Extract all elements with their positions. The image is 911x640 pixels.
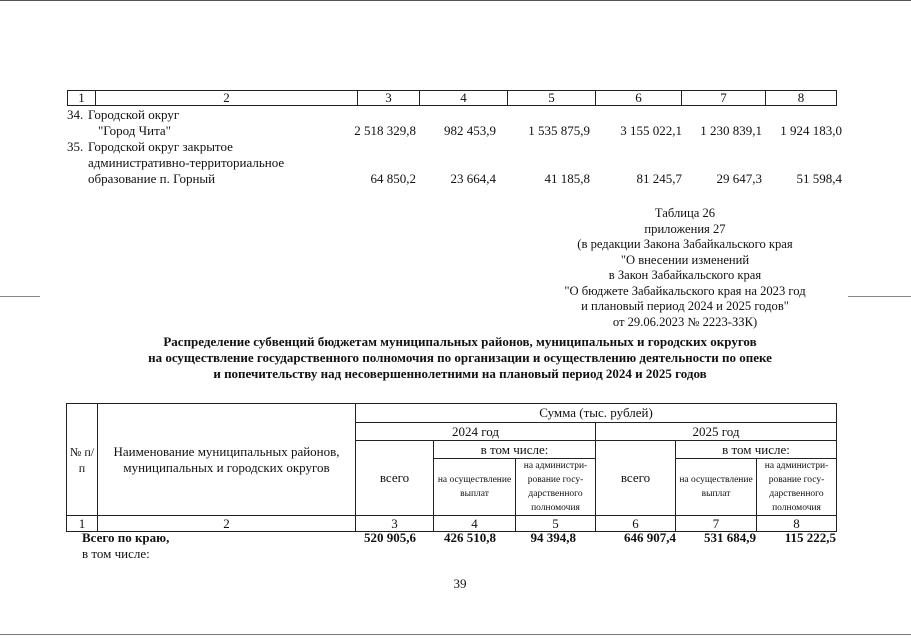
continuation-header-table — [67, 90, 837, 106]
col-num-6: 6 — [596, 516, 676, 532]
bottom-edge-line — [0, 634, 911, 635]
table-row-values — [67, 171, 842, 187]
value-cell: 1 535 875,9 — [528, 123, 590, 138]
title-line: Распределение субвенций бюджетам муниципальных районов, муниципальных и городских округов — [163, 334, 757, 349]
col-num-1: 1 — [68, 91, 96, 106]
table-row — [67, 155, 842, 171]
col-num-3: 3 — [358, 91, 420, 106]
caption-line: и плановый период 2024 и 2025 годов" — [581, 299, 789, 313]
col-num-5: 5 — [508, 91, 596, 106]
page-number: 39 — [453, 576, 467, 591]
total-sublabel: в том числе: — [82, 546, 150, 561]
row-name-line: образование п. Горный — [88, 171, 216, 186]
col-num-8: 8 — [757, 516, 837, 532]
value-cell: 23 664,4 — [450, 171, 496, 186]
col-num-7: 7 — [682, 91, 766, 106]
subsidy-table — [66, 403, 837, 532]
caption-line: Таблица 26 — [654, 206, 716, 220]
caption-line: "О внесении изменений — [620, 252, 750, 267]
header-name: Наименование муниципальных районов, муниципальных и городских округов — [98, 404, 356, 516]
col-num-4: 4 — [420, 91, 508, 106]
caption-line: от 29.06.2023 № 2223-ЗЗК) — [612, 314, 758, 329]
value-cell: 3 155 022,1 — [620, 123, 682, 138]
col-num-2: 2 — [98, 516, 356, 532]
row-number: 35. — [67, 139, 84, 154]
header-admin-2024: на администри-рование госу-дарственного полномочия — [516, 459, 596, 516]
table-row — [67, 107, 842, 123]
header-total-2025: всего — [596, 441, 676, 516]
value-cell: 41 185,8 — [544, 171, 590, 186]
value-cell: 646 907,4 — [624, 530, 676, 545]
total-label: Всего по краю, — [82, 530, 170, 545]
col-num-6: 6 — [596, 91, 682, 106]
caption-line: "О бюджете Забайкальского края на 2023 год — [564, 283, 806, 298]
caption-line: в Закон Забайкальского края — [608, 268, 762, 282]
col-num-3: 3 — [356, 516, 434, 532]
header-incl-2024: в том числе: — [434, 441, 596, 459]
document-title — [90, 334, 830, 382]
header-pay-2024: на осуществление выплат — [434, 459, 516, 516]
row-name-line: Городской округ закрытое — [88, 139, 233, 154]
value-cell: 426 510,8 — [444, 530, 496, 545]
header-num: № п/п — [67, 404, 98, 516]
value-cell: 115 222,5 — [784, 530, 836, 545]
value-cell: 2 518 329,8 — [354, 123, 416, 138]
value-cell: 982 453,9 — [444, 123, 496, 138]
header-total-2024: всего — [356, 441, 434, 516]
col-num-7: 7 — [676, 516, 757, 532]
total-row — [66, 530, 842, 562]
value-cell: 51 598,4 — [796, 171, 842, 186]
table-row-values — [67, 123, 842, 139]
title-line: на осуществление государственного полномочия по организации и осуществлению деятельности по опеке — [148, 350, 772, 365]
header-year-2025: 2025 год — [596, 423, 837, 441]
row-number: 34. — [67, 107, 84, 122]
value-cell: 531 684,9 — [704, 530, 756, 545]
value-cell: 81 245,7 — [636, 171, 682, 186]
col-num-8: 8 — [766, 91, 837, 106]
scan-mark — [0, 296, 40, 297]
caption-line: приложения 27 — [644, 221, 726, 236]
continuation-rows — [67, 107, 842, 187]
col-num-4: 4 — [434, 516, 516, 532]
value-cell: 1 924 183,0 — [780, 123, 842, 138]
row-name-line: Городской округ — [88, 107, 180, 122]
table-caption — [520, 206, 850, 330]
col-num-1: 1 — [67, 516, 98, 532]
row-name-line: "Город Чита" — [98, 123, 171, 138]
caption-line: (в редакции Закона Забайкальского края — [577, 237, 793, 251]
title-line: и попечительству над несовершеннолетними на плановый период 2024 и 2025 годов — [213, 366, 707, 381]
header-year-2024: 2024 год — [356, 423, 596, 441]
header-pay-2025: на осуществление выплат — [676, 459, 757, 516]
row-name-line: административно-территориальное — [88, 155, 285, 170]
table-row — [66, 546, 842, 562]
table-row — [66, 530, 842, 546]
col-num-5: 5 — [516, 516, 596, 532]
header-incl-2025: в том числе: — [676, 441, 837, 459]
scan-mark — [848, 296, 911, 297]
value-cell: 94 394,8 — [530, 530, 576, 545]
table-row — [67, 139, 842, 155]
header-admin-2025: на администри-рование госу-дарственного полномочия — [757, 459, 837, 516]
col-num-2: 2 — [96, 91, 358, 106]
value-cell: 1 230 839,1 — [700, 123, 762, 138]
value-cell: 520 905,6 — [364, 530, 416, 545]
header-sum: Сумма (тыс. рублей) — [356, 404, 837, 423]
value-cell: 29 647,3 — [716, 171, 762, 186]
top-edge-line — [0, 0, 911, 1]
value-cell: 64 850,2 — [370, 171, 416, 186]
